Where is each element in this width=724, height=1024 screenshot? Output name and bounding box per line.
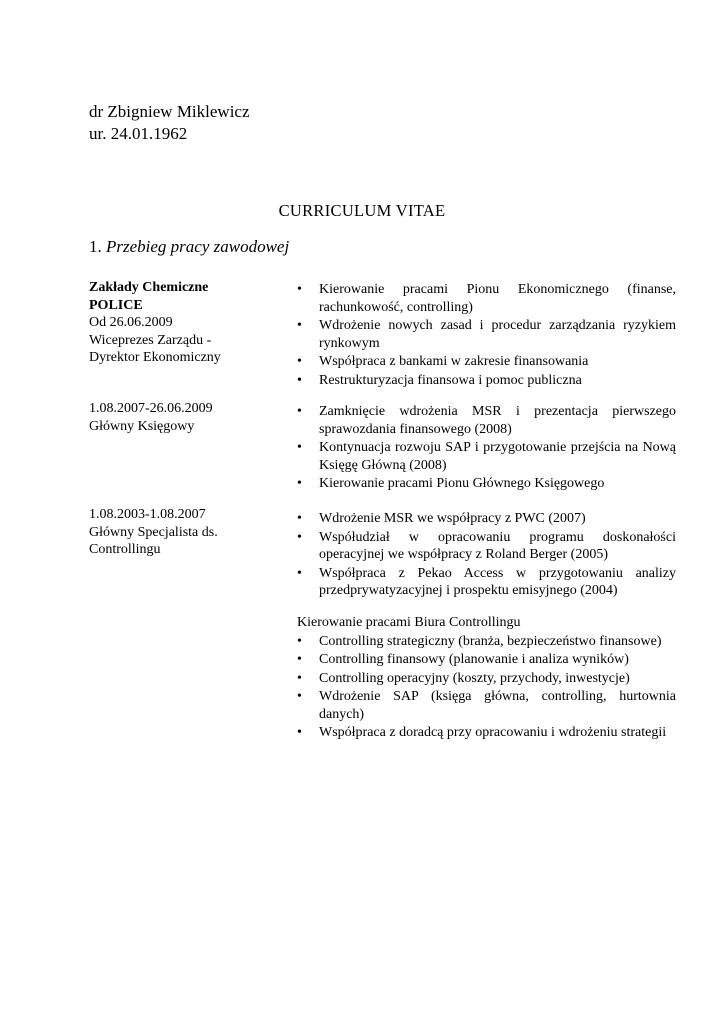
bullet-icon: •: [297, 633, 302, 649]
list-item: • Controlling finansowy (planowanie i analiza wyników): [297, 652, 629, 667]
section-heading: [89, 237, 289, 257]
list-item: • Restrukturyzacja finansowa i pomoc publiczna: [297, 372, 582, 388]
list-item: • Controlling operacyjny (koszty, przychody, inwestycje): [297, 670, 630, 686]
list-item: • Współpraca z bankami w zakresie finansowania: [297, 354, 589, 369]
entry-1-duties: [297, 281, 676, 390]
list-item: • Kierowanie pracami Pionu Ekonomicznego (finanse, rachunkowość, controlling): [297, 282, 676, 315]
bullet-icon: •: [297, 565, 302, 581]
bullet-icon: •: [297, 440, 302, 455]
entry-3-subsection: [297, 614, 676, 743]
bullet-icon: •: [297, 282, 302, 297]
entry-3-info: [89, 506, 269, 559]
list-item: • Zamknięcie wdrożenia MSR i prezentacja pierwszego sprawozdania finansowego (2008): [297, 404, 676, 437]
birth-date: ur. 24.01.1962: [89, 124, 188, 143]
subsection-heading: Kierowanie pracami Biura Controllingu: [297, 615, 521, 630]
bullet-icon: •: [297, 404, 302, 419]
company-name: Zakłady Chemiczne: [89, 280, 209, 295]
entry-3-duties: [297, 510, 676, 601]
bullet-icon: •: [297, 476, 302, 491]
bullet-icon: •: [297, 372, 302, 388]
bullet-icon: •: [297, 689, 302, 704]
role-line2: Controllingu: [89, 542, 161, 557]
role: Wiceprezes Zarządu -: [89, 332, 212, 348]
list-item: • Współudział w opracowaniu programu doskonałości operacyjnej we współpracy z Roland Berger (2005): [297, 529, 676, 562]
section-title: Przebieg pracy zawodowej: [106, 237, 290, 256]
list-item: • Controlling strategiczny (branża, bezpieczeństwo finansowe): [297, 633, 662, 649]
bullet-icon: •: [297, 529, 302, 545]
bullet-icon: •: [297, 511, 302, 526]
bullet-icon: •: [297, 725, 302, 740]
period: 1.08.2003-1.08.2007: [89, 507, 206, 522]
list-item: • Współpraca z doradcą przy opracowaniu i wdrożeniu strategii: [297, 725, 667, 740]
period: Od 26.06.2009: [89, 315, 173, 330]
period: 1.08.2007-26.06.2009: [89, 401, 213, 416]
bullet-icon: •: [297, 354, 302, 369]
section-number: 1.: [89, 237, 102, 256]
bullet-icon: •: [297, 318, 302, 333]
person-name: dr Zbigniew Miklewicz: [89, 102, 250, 121]
list-item: • Wdrożenie MSR we współpracy z PWC (2007): [297, 511, 586, 526]
personal-header: [89, 101, 250, 145]
entry-2-duties: [297, 403, 676, 494]
list-item: • Wdrożenie SAP (księga główna, controlling, hurtownia danych): [297, 689, 676, 722]
entry-1-info: [89, 279, 269, 367]
role-line2: Dyrektor Ekonomiczny: [89, 350, 221, 365]
bullet-icon: •: [297, 652, 302, 667]
role: Główny Księgowy: [89, 418, 195, 434]
list-item: • Wdrożenie nowych zasad i procedur zarządzania ryzykiem rynkowym: [297, 318, 676, 351]
list-item: • Kierowanie pracami Pionu Głównego Księgowego: [297, 476, 605, 491]
company-name-line2: POLICE: [89, 297, 143, 313]
list-item: • Współpraca z Pekao Access w przygotowaniu analizy przedprywatyzacyjnej i prospektu emisyjnego (2004): [297, 565, 676, 598]
role: Główny Specjalista ds.: [89, 524, 218, 540]
bullet-icon: •: [297, 670, 302, 686]
document-title: CURRICULUM VITAE: [278, 201, 446, 220]
list-item: • Kontynuacja rozwoju SAP i przygotowanie przejścia na Nową Księgę Główną (2008): [297, 440, 676, 473]
entry-2-info: [89, 400, 269, 435]
